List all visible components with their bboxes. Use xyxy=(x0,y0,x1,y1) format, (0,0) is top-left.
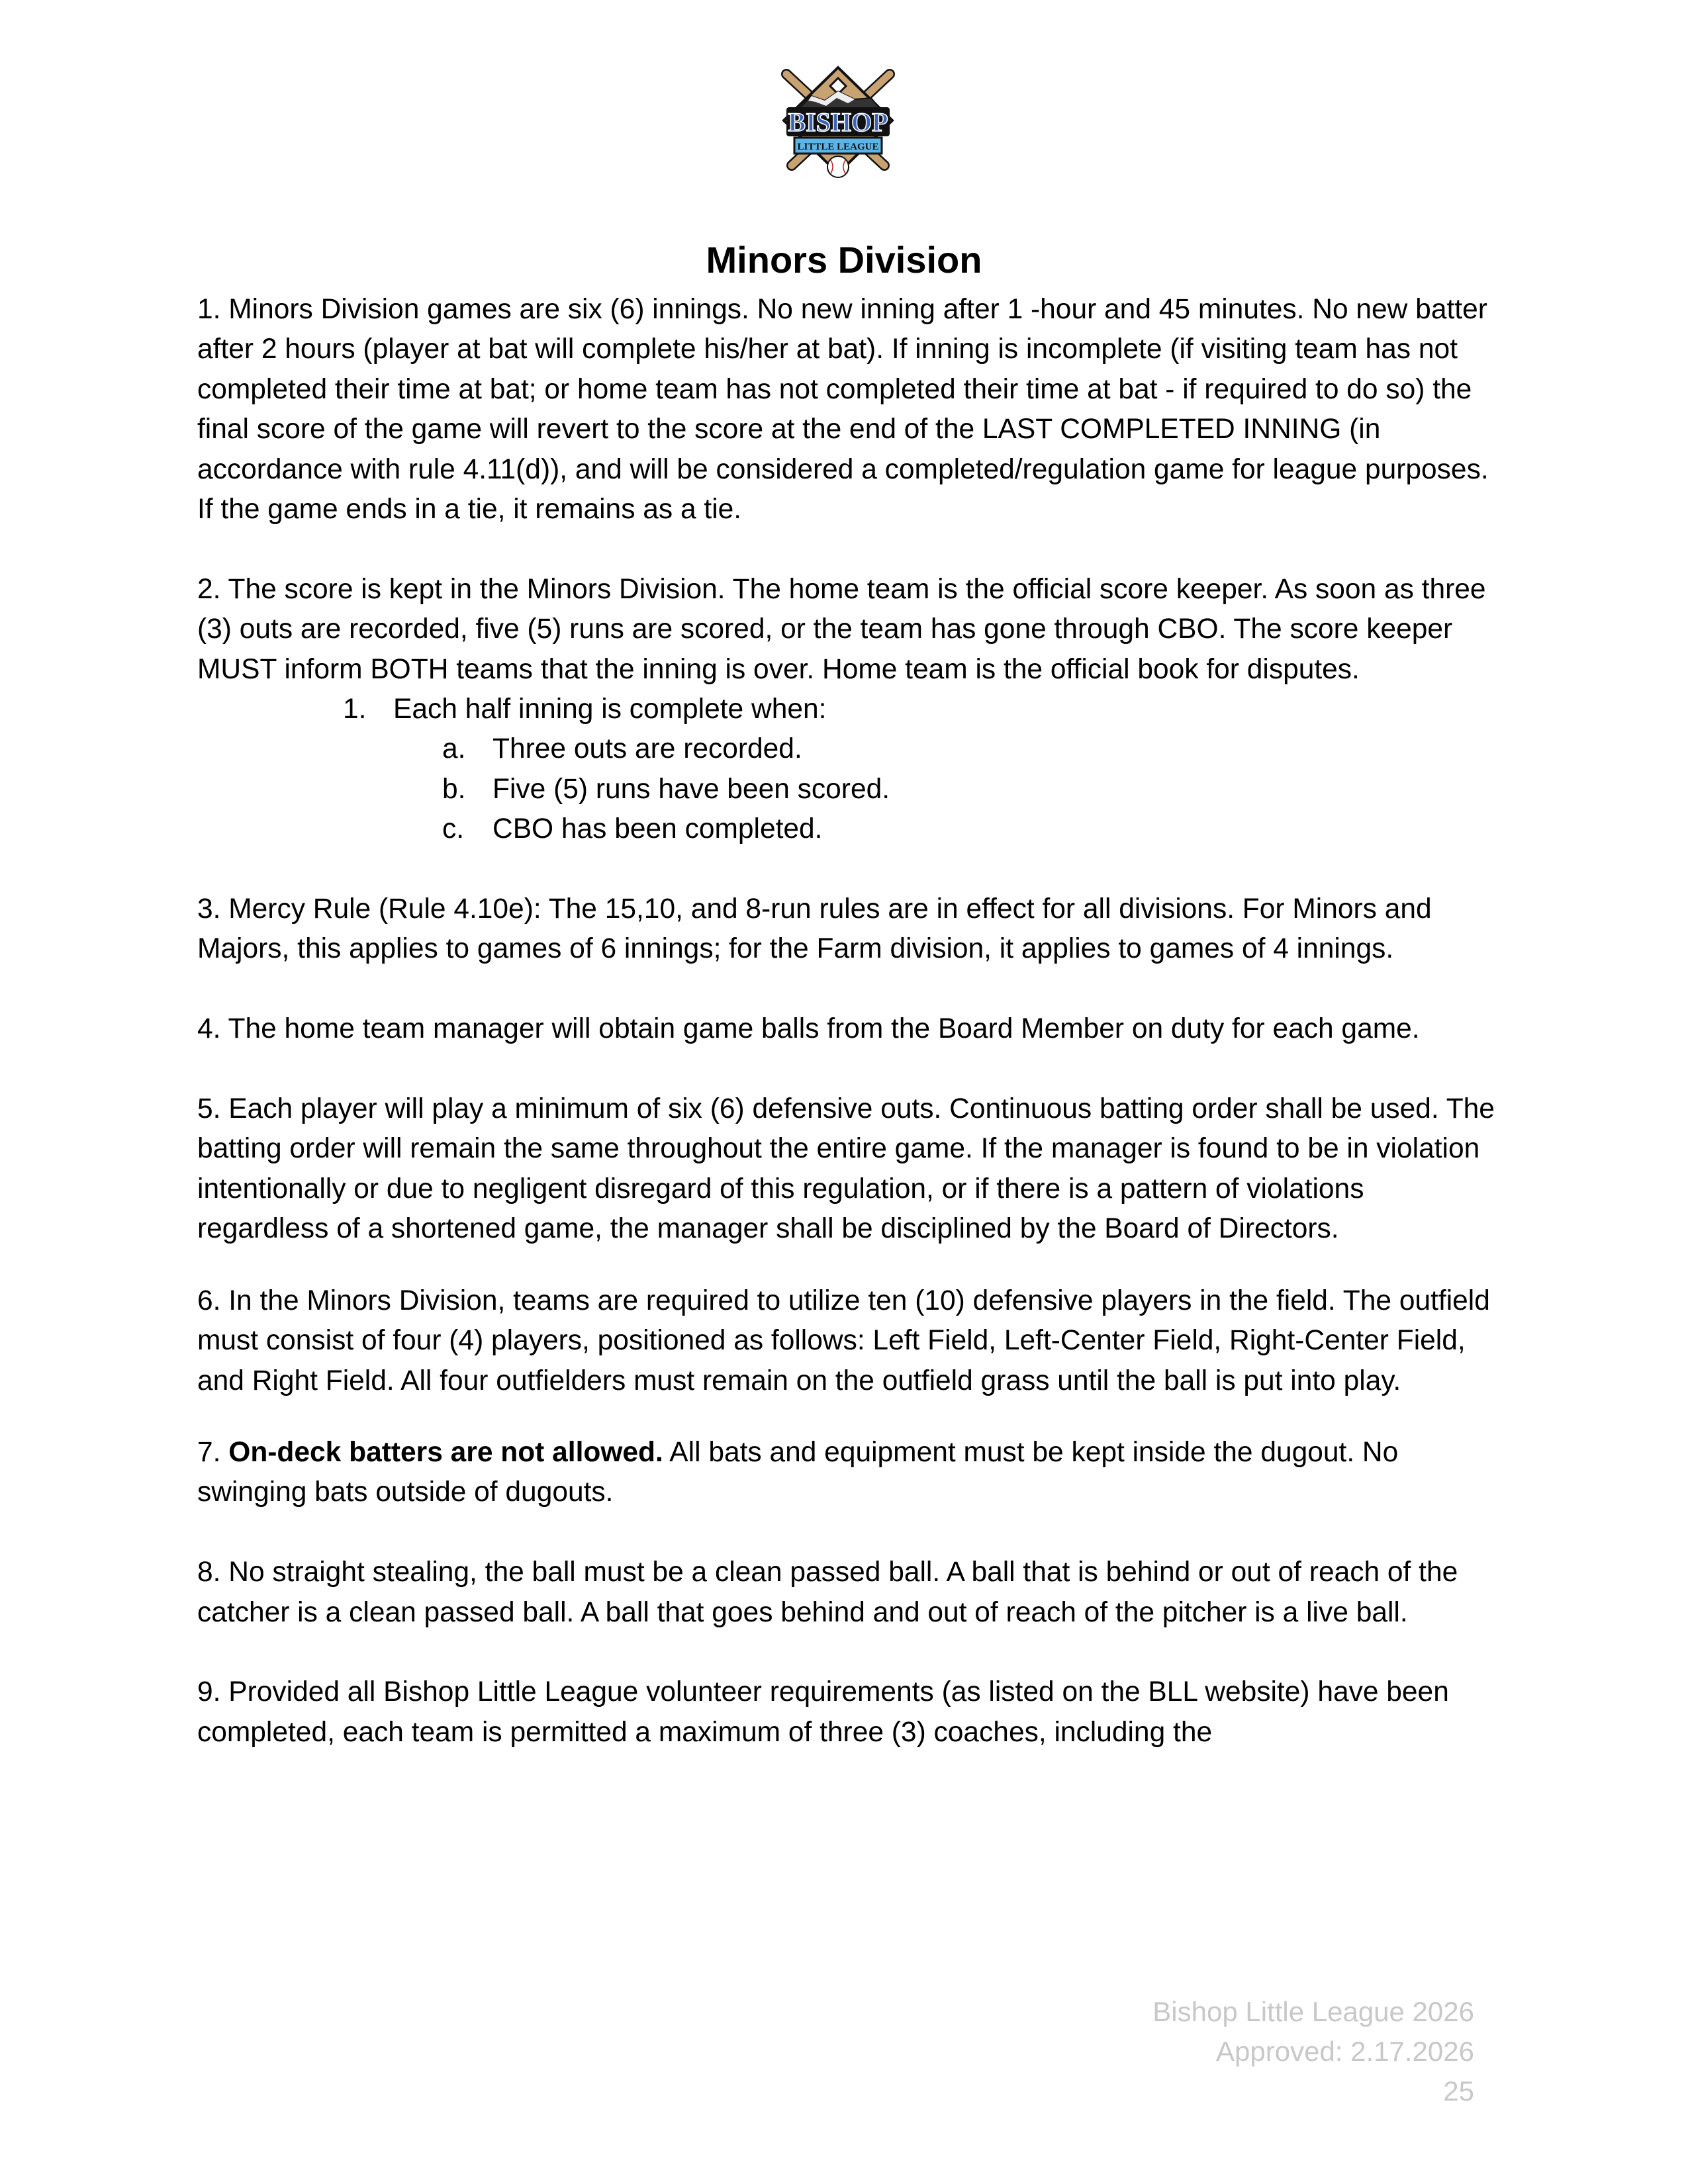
list-marker: b. xyxy=(442,773,466,805)
list-marker: c. xyxy=(442,813,465,845)
sublist-item xyxy=(197,690,1495,729)
rule-6: 6. In the Minors Division, teams are required to utilize ten (10) defensive players in the field. The outfield must consist of four (4) players, positioned as follows: Left Field, Left-Center Field, Right-Center Field, and Right Field. All four outfielders must remain on the outfield grass until the ball is put into play. xyxy=(197,1285,1490,1396)
page-title: Minors Division xyxy=(706,239,982,281)
list-item-text: Three outs are recorded. xyxy=(492,733,802,765)
rule-7-bold: On-deck batters are not allowed. xyxy=(228,1436,663,1468)
rule-7 xyxy=(197,1433,1495,1513)
rule-5: 5. Each player will play a minimum of six (6) defensive outs. Continuous batting order shall be used. The batting order will remain the same throughout the entire game. If the manager is found to be in violation intentionally or due to negligent disregard of this regulation, or if there is a pattern of violations regardless of a shortened game, the manager shall be disciplined by the Board of Directors. xyxy=(197,1093,1495,1245)
sublist-item xyxy=(197,729,1495,769)
rule-2-sublist xyxy=(197,690,1495,850)
rule-4: 4. The home team manager will obtain game balls from the Board Member on duty for each game. xyxy=(197,1013,1420,1045)
logo-graphic xyxy=(772,60,904,179)
sublist-item xyxy=(197,809,1495,849)
list-marker: 1. xyxy=(343,694,367,725)
footer-org: Bishop Little League 2026 xyxy=(1152,1996,1474,2027)
rule-7-text: All bats and equipment must be kept inside the dugout. No swinging bats outside of dugouts. xyxy=(197,1436,1399,1508)
list-item-text: Five (5) runs have been scored. xyxy=(492,773,890,805)
logo-text-sub: LITTLE LEAGUE xyxy=(797,142,879,152)
baseball-icon xyxy=(827,156,849,177)
rule-9: 9. Provided all Bishop Little League volunteer requirements (as listed on the BLL website) have been completed, each team is permitted a maximum of three (3) coaches, including the xyxy=(197,1676,1449,1748)
rule-7-number: 7. xyxy=(197,1436,229,1468)
list-item-text: Each half inning is complete when: xyxy=(393,694,827,725)
sublist-item xyxy=(197,770,1495,809)
list-marker: a. xyxy=(442,733,466,765)
league-logo xyxy=(772,60,904,179)
logo-text-main: BISHOP xyxy=(788,107,888,137)
page-number: 25 xyxy=(1443,2075,1474,2107)
rule-3: 3. Mercy Rule (Rule 4.10e): The 15,10, and 8-run rules are in effect for all divisions. For Minors and Majors, this applies to games of 6 innings; for the Farm division, it applies to games of 4 innings. xyxy=(197,893,1432,965)
rules-body xyxy=(197,290,1495,1752)
footer-approved: Approved: 2.17.2026 xyxy=(1216,2036,1474,2067)
page-footer xyxy=(1152,1992,1474,2111)
rule-2: 2. The score is kept in the Minors Division. The home team is the official score keeper. As soon as three (3) outs are recorded, five (5) runs are scored, or the team has gone through CBO. The score keeper MUST inform BOTH teams that the inning is over. Home team is the official book for disputes. xyxy=(197,573,1486,685)
list-item-text: CBO has been completed. xyxy=(492,813,823,845)
rule-1: 1. Minors Division games are six (6) innings. No new inning after 1 -hour and 45 minutes. No new batter after 2 hours (player at bat will complete his/her at bat). If inning is incomplete (if visiting team has not completed their time at bat; or home team has not completed their time at bat - if required to do so) the final score of the game will revert to the score at the end of the LAST COMPLETED INNING (in accordance with rule 4.11(d)), and will be considered a completed/regulation game for league purposes. If the game ends in a tie, it remains as a tie. xyxy=(197,294,1489,525)
rule-8: 8. No straight stealing, the ball must be a clean passed ball. A ball that is behind or out of reach of the catcher is a clean passed ball. A ball that goes behind and out of reach of the pitcher is a live ball. xyxy=(197,1557,1458,1628)
